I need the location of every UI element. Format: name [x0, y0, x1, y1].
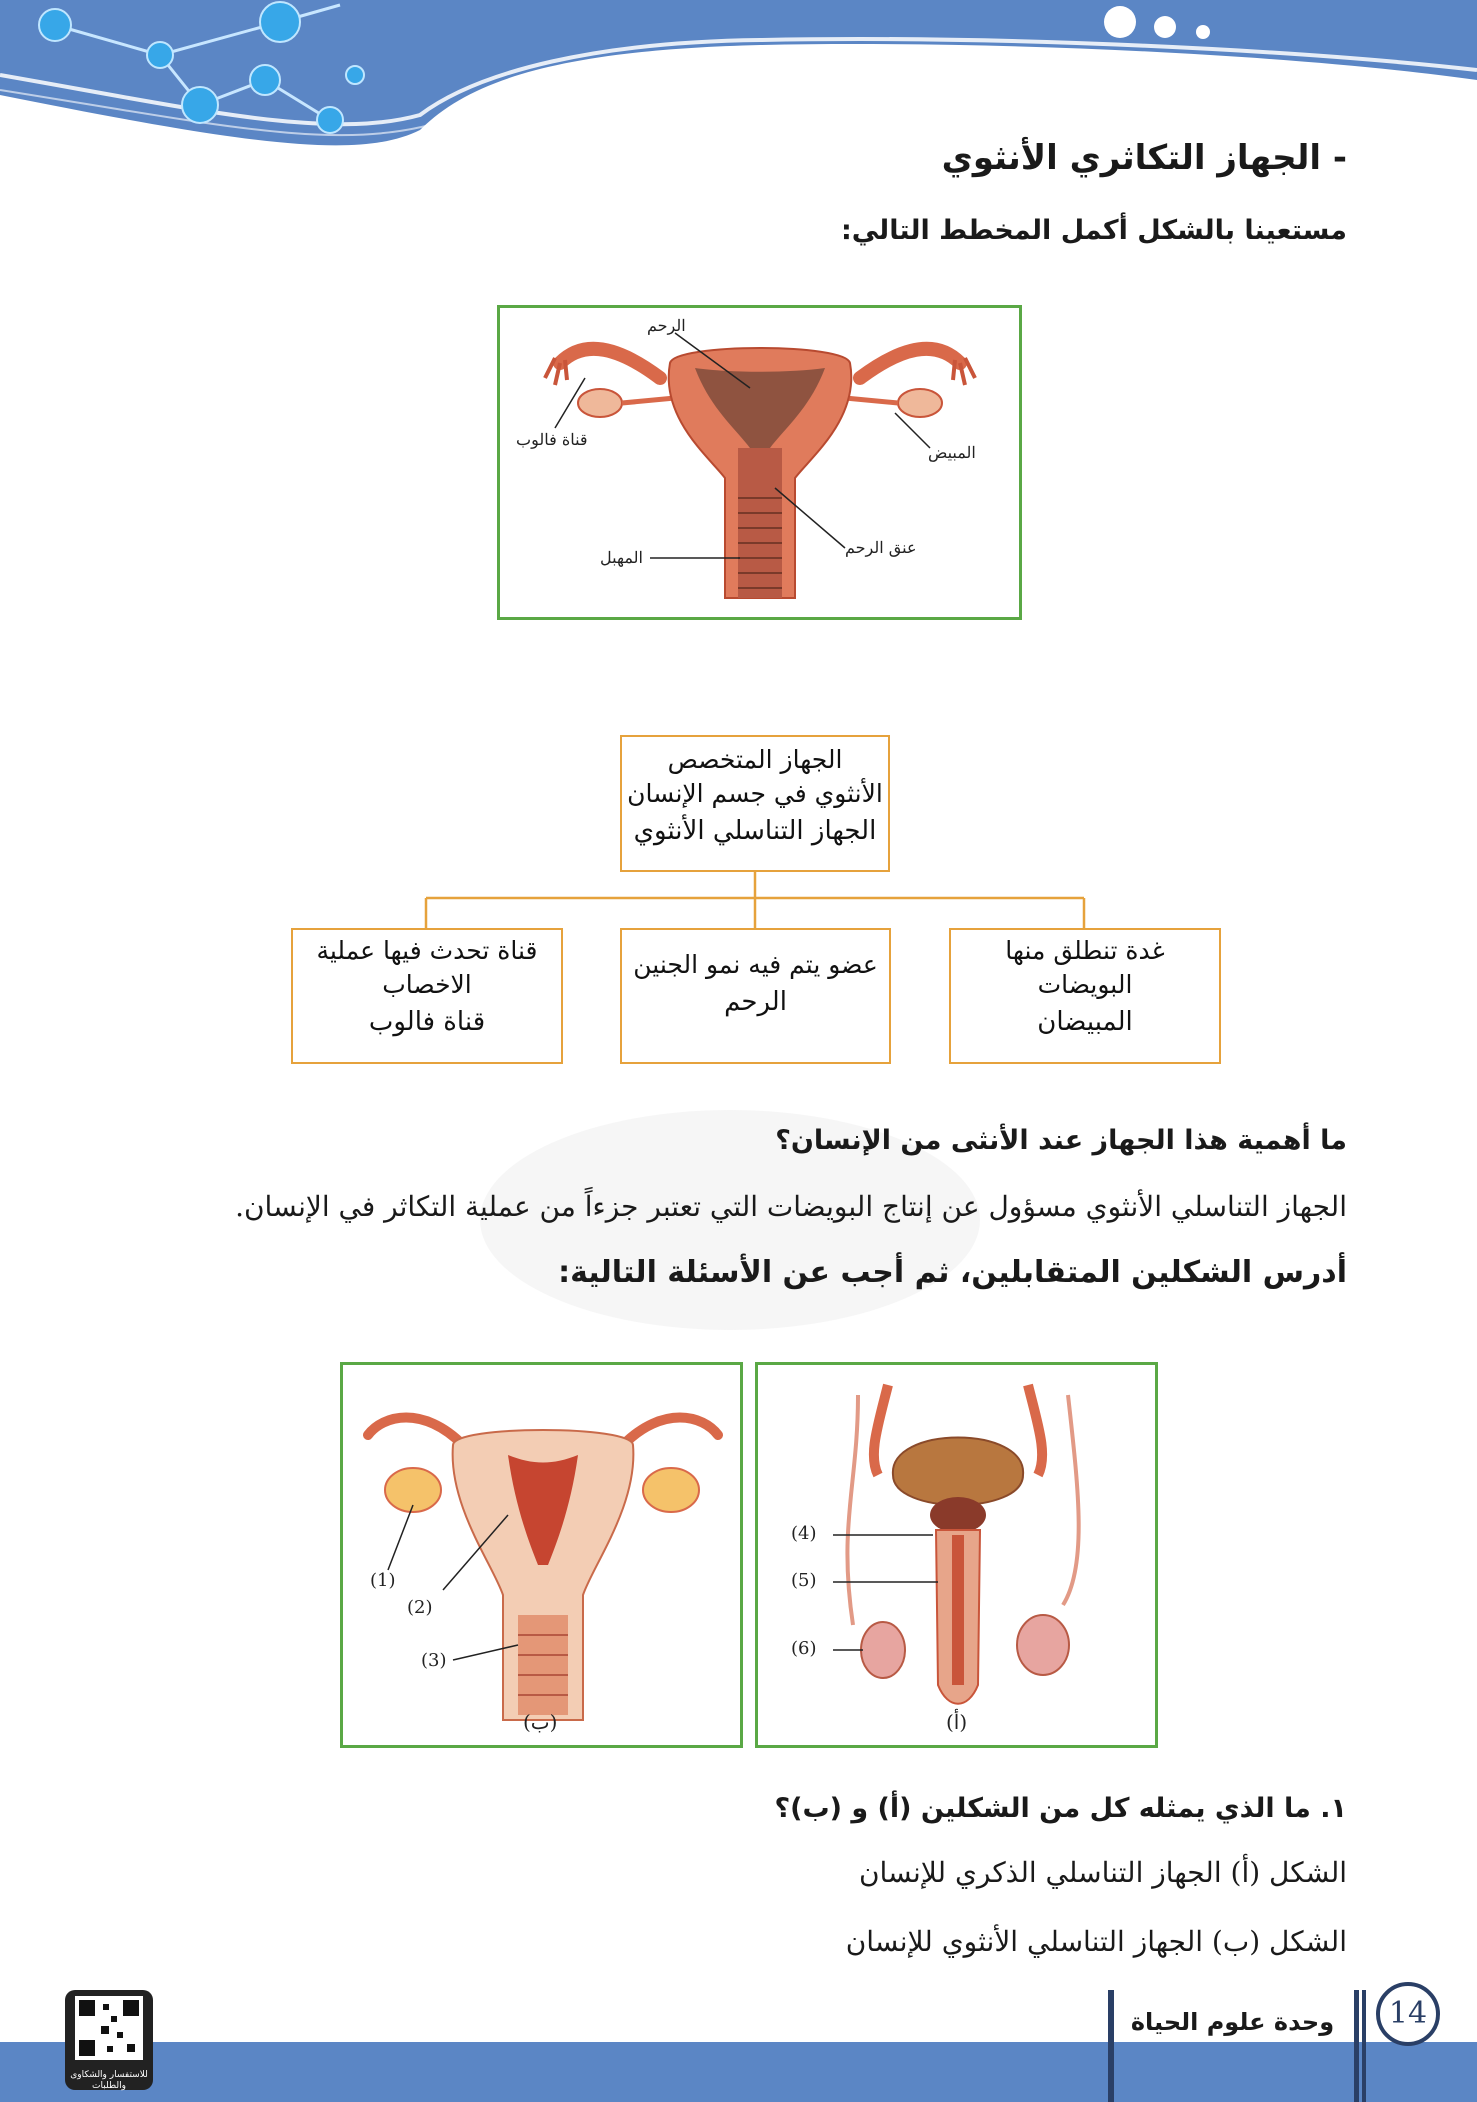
caption-a: (أ) — [946, 1710, 968, 1734]
chart-root-answer: الجهاز التناسلي الأنثوي — [633, 816, 877, 846]
caption-b: (ب) — [523, 1710, 558, 1734]
chart-box-line1: قناة تحدث فيها عملية — [316, 936, 538, 965]
chart-root-box — [620, 735, 890, 872]
female-anatomy-drawing-b — [343, 1365, 740, 1745]
label-4: (4) — [791, 1523, 817, 1544]
chart-box-line1: عضو يتم فيه نمو الجنين — [633, 950, 878, 979]
chart-box-line2: الاخصاب — [382, 970, 472, 999]
label-fallopian-tube: قناة فالوب — [516, 430, 588, 449]
label-5: (5) — [791, 1570, 817, 1591]
chart-box-answer: الرحم — [724, 987, 787, 1017]
label-cervix: عنق الرحم — [845, 538, 917, 557]
chart-box-line2: البويضات — [1037, 970, 1133, 999]
section-title: - الجهاز التكاثري الأنثوي — [941, 138, 1347, 178]
qr-code-icon — [65, 1990, 153, 2066]
chart-box-line1: غدة تنطلق منها — [1005, 936, 1165, 965]
figure-female-b — [340, 1362, 743, 1748]
answer-importance: الجهاز التناسلي الأنثوي مسؤول عن إنتاج البويضات التي تعتبر جزءاً من عملية التكاثر في الإنسان. — [235, 1190, 1347, 1223]
question-importance: ما أهمية هذا الجهاز عند الأنثى من الإنسان؟ — [775, 1125, 1347, 1156]
unit-title: وحدة علوم الحياة — [1130, 2008, 1335, 2036]
question-1: ١. ما الذي يمثله كل من الشكلين (أ) و (ب)؟ — [774, 1793, 1347, 1824]
instruction-text: مستعينا بالشكل أكمل المخطط التالي: — [840, 215, 1347, 246]
answer-1b: الشكل (ب) الجهاز التناسلي الأنثوي للإنسان — [845, 1925, 1347, 1958]
chart-box-uterus — [620, 928, 891, 1064]
study-instruction: أدرس الشكلين المتقابلين، ثم أجب عن الأسئلة التالية: — [558, 1255, 1347, 1290]
label-ovary: المبيض — [928, 443, 976, 462]
label-6: (6) — [791, 1638, 817, 1659]
male-anatomy-drawing-a — [758, 1365, 1155, 1745]
chart-box-answer: قناة فالوب — [368, 1007, 486, 1037]
qr-caption: للاستفسار والشكاوى والطلبات — [70, 2070, 148, 2091]
chart-box-ovaries — [949, 928, 1221, 1064]
answer-1a: الشكل (أ) الجهاز التناسلي الذكري للإنسان — [858, 1856, 1347, 1889]
label-1: (1) — [370, 1570, 396, 1591]
chart-box-fallopian — [291, 928, 563, 1064]
label-3: (3) — [421, 1650, 447, 1671]
label-uterus: الرحم — [647, 316, 686, 335]
label-vagina: المهبل — [600, 548, 643, 567]
figure-male-a — [755, 1362, 1158, 1748]
page-number: 14 — [1376, 1982, 1440, 2046]
qr-code-badge[interactable] — [65, 1990, 153, 2090]
chart-root-line1: الجهاز المتخصص — [667, 745, 843, 774]
chart-root-line2: الأنثوي في جسم الإنسان — [627, 779, 883, 808]
label-2: (2) — [407, 1597, 433, 1618]
chart-box-answer: المبيضان — [1037, 1007, 1133, 1037]
